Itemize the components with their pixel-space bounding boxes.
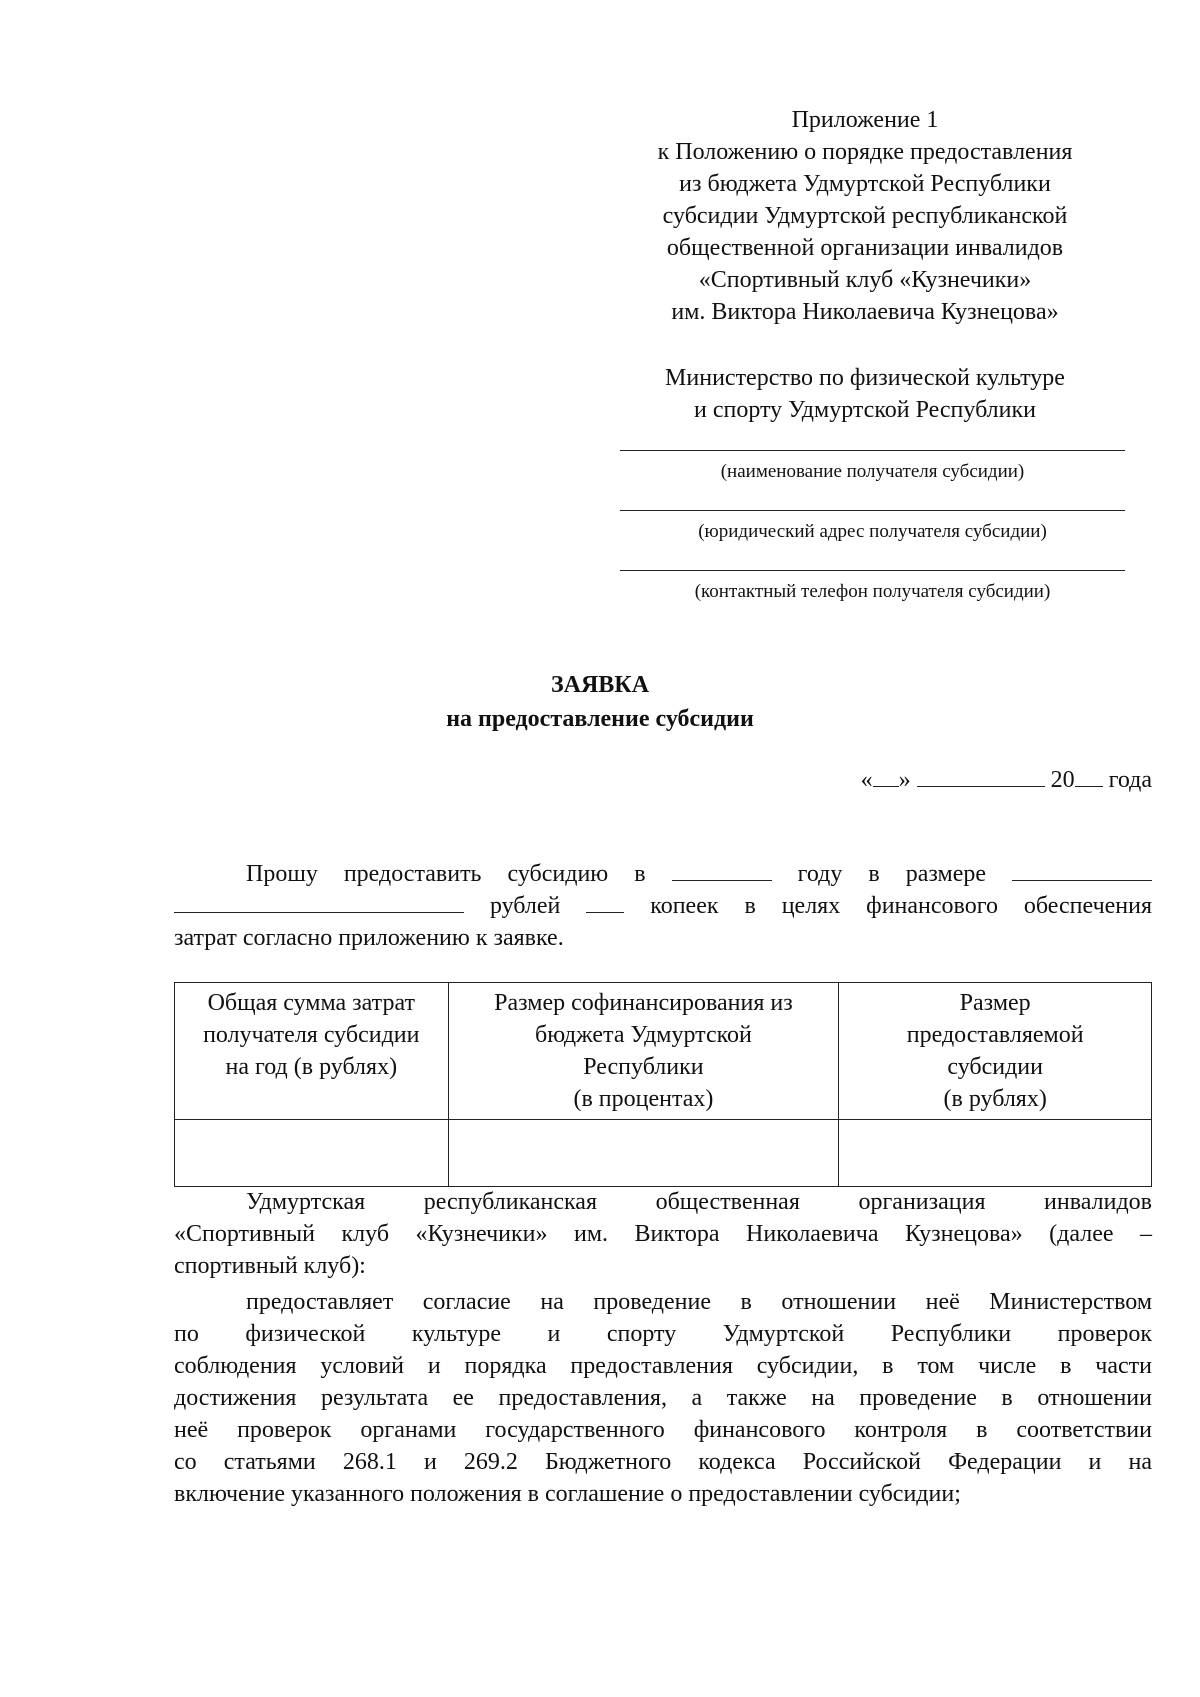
annex-line: Приложение 1	[791, 107, 939, 133]
recipient-phone-field	[620, 570, 1125, 605]
request-paragraph	[174, 858, 1152, 954]
paragraph-line: включение указанного положения в соглашение о предоставлении субсидии;	[174, 1481, 961, 1507]
annex-line: «Спортивный клуб «Кузнечики»	[698, 267, 1032, 293]
amount-field-blank	[1012, 858, 1152, 881]
recipient-name-caption: (наименование получателя субсидии)	[720, 461, 1025, 482]
date-close-quote: »	[898, 767, 911, 793]
consent-paragraph	[174, 1286, 1152, 1510]
kopecks-blank	[586, 890, 624, 913]
ministry-line: и спорту Удмуртской Республики	[693, 397, 1037, 423]
header-text: получателя субсидии	[203, 1022, 420, 1048]
year-prefix: 20	[1050, 767, 1075, 793]
table-row	[175, 1120, 1152, 1187]
paragraph-line: по физической культуре и спорту Удмуртской Республики проверок	[174, 1321, 1152, 1347]
recipient-address-field	[620, 510, 1125, 545]
recipient-address-caption: (юридический адрес получателя субсидии)	[698, 521, 1047, 542]
paragraph-line: Удмуртская республиканская общественная организация инвалидов	[246, 1189, 1152, 1215]
year-field-blank	[672, 858, 772, 881]
table-header-row	[175, 983, 1152, 1120]
annex-line: из бюджета Удмуртской Республики	[679, 171, 1051, 197]
recipient-address-line	[620, 510, 1125, 511]
request-text: копеек в целях финансового обеспечения	[650, 893, 1153, 919]
paragraph-line: достижения результата ее предоставления, а также на проведение в отношении	[174, 1385, 1152, 1411]
paragraph-line: со статьями 268.1 и 269.2 Бюджетного кодекса Российской Федерации и на	[174, 1449, 1152, 1475]
amount-continuation-blank	[174, 890, 464, 913]
title-main: ЗАЯВКА	[550, 672, 650, 698]
header-text: (в процентах)	[573, 1086, 714, 1112]
ministry-line: Министерство по физической культуре	[665, 365, 1065, 391]
club-paragraph	[174, 1186, 1152, 1282]
header-text: предоставляемой	[906, 1022, 1084, 1048]
table-header-cell	[175, 983, 449, 1120]
table-header-cell	[448, 983, 839, 1120]
title-sub: на предоставление субсидии	[446, 706, 754, 732]
paragraph-line: соблюдения условий и порядка предоставления субсидии, в том числе в части	[174, 1353, 1152, 1379]
recipient-phone-caption: (контактный телефон получателя субсидии)	[694, 581, 1051, 602]
paragraph-line: предоставляет согласие на проведение в отношении неё Министерством	[246, 1289, 1152, 1315]
header-text: (в рублях)	[943, 1086, 1047, 1112]
paragraph-line: спортивный клуб):	[174, 1253, 366, 1279]
month-blank	[917, 764, 1045, 787]
subsidy-amount-cell[interactable]	[839, 1120, 1152, 1187]
annex-line: к Положению о порядке предоставления	[657, 139, 1073, 165]
cofinancing-cell[interactable]	[448, 1120, 839, 1187]
request-row: затрат согласно приложению к заявке.	[174, 925, 564, 951]
day-blank	[873, 764, 899, 787]
year-blank	[1075, 764, 1103, 787]
paragraph-line: неё проверок органами государственного финансового контроля в соответствии	[174, 1417, 1152, 1443]
recipient-name-line	[620, 450, 1125, 451]
request-text: рублей	[489, 893, 561, 919]
annex-line: общественной организации инвалидов	[666, 235, 1064, 261]
annex-header	[600, 104, 1130, 328]
total-costs-cell[interactable]	[175, 1120, 449, 1187]
ministry-addressee	[600, 362, 1130, 426]
header-text: Размер	[959, 990, 1031, 1016]
recipient-name-field	[620, 450, 1125, 485]
annex-line: субсидии Удмуртской республиканской	[662, 203, 1068, 229]
annex-line: им. Виктора Николаевича Кузнецова»	[671, 299, 1059, 325]
header-text: Размер софинансирования из	[494, 990, 793, 1016]
subsidy-table	[174, 982, 1152, 1187]
date-line	[861, 764, 1152, 796]
request-text: Прошу предоставить субсидию в	[246, 861, 646, 887]
request-row	[174, 858, 1152, 890]
header-text: на год (в рублях)	[225, 1054, 398, 1080]
header-text: субсидии	[947, 1054, 1043, 1080]
document-title	[0, 668, 1200, 736]
date-open-quote: «	[860, 767, 873, 793]
header-text: бюджета Удмуртской	[534, 1022, 752, 1048]
year-word: года	[1108, 767, 1152, 793]
table-header-cell	[839, 983, 1152, 1120]
header-text: Республики	[583, 1054, 704, 1080]
paragraph-line: «Спортивный клуб «Кузнечики» им. Виктора Николаевича Кузнецова» (далее –	[174, 1221, 1152, 1247]
recipient-phone-line	[620, 570, 1125, 571]
header-text: Общая сумма затрат	[207, 990, 415, 1016]
request-text: году в размере	[797, 861, 986, 887]
request-row	[174, 890, 1152, 922]
